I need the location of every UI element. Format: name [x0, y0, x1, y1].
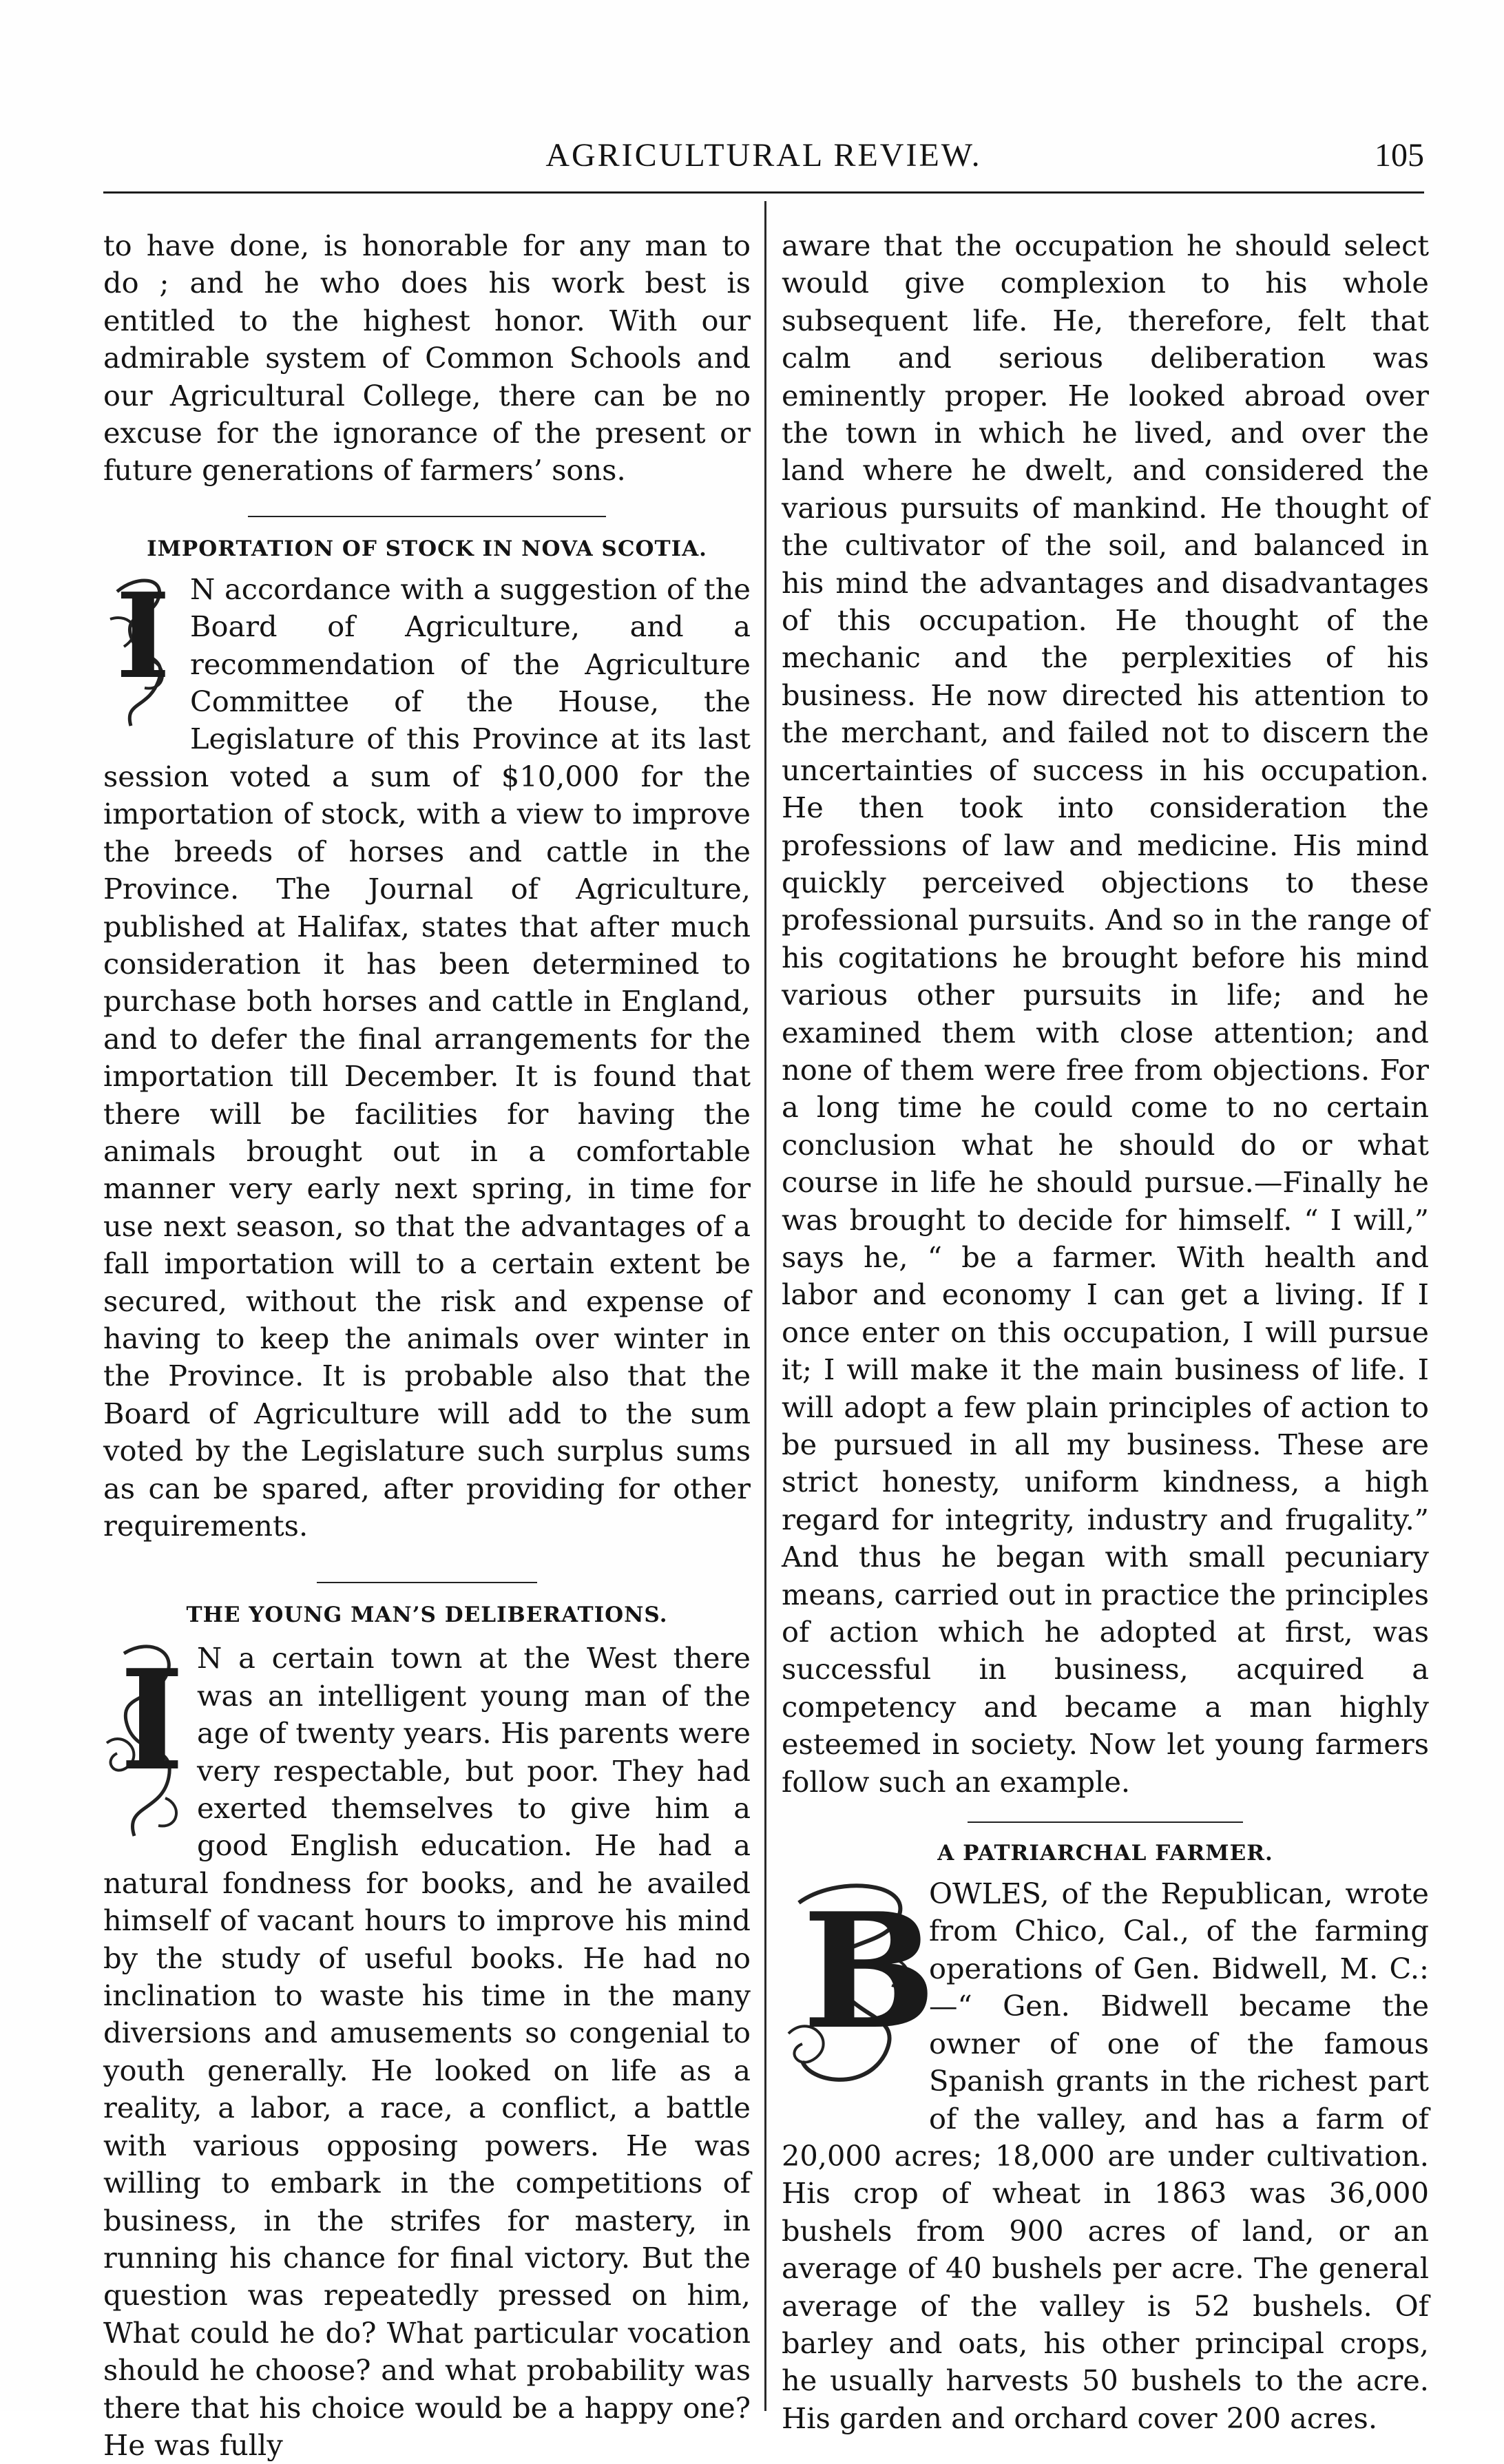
article-stock-body: N accordance with a suggestion of the Board of Agriculture, and a recommendation of the Agriculture Committee of the House, the Legislature of this Province at its last session voted a sum of $10,000 for the importation of stock, with a view to improve the breeds of horses and cattle in the Province. The Journal of Agriculture, published at Halifax, states that after much consideration it has been determined to purchase both horses and cattle in England, and to defer the final arrangements for the importation till December. It is found that there will be facilities for having the animals brought out in a comfortable manner very early next spring, in time for use next season, so that the advantages of a fall importation will to a certain extent be secured, without the risk and expense of having to keep the animals over winter in the Province. It is probable also that the Board of Agriculture will add to the sum voted by the Legislature such surplus sums as can be spared, after providing for other requirements.	[103, 572, 751, 1543]
running-title: AGRICULTURAL REVIEW.	[545, 137, 982, 174]
left-column	[103, 227, 751, 2464]
ornamental-drop-cap-i	[103, 567, 180, 738]
article-young-man-body: N a certain town at the West there was an intelligent young man of the age of twenty years. His parents were very respectable, but poor. They had exerted themselves to give him a good English education. He had a natural fondness for books, and he availed himself of vacant hours to improve his mind by the study of useful books. He had no inclination to waste his time in the many diversions and amusements so congenial to youth generally. He looked on life as a reality, a labor, a race, a conflict, a battle with various opposing powers. He was willing to embark in the competitions of business, in the strifes for mastery, in running his chance for final victory. But the question was repeatedly pressed on him, What could he do? What particular vocation should he choose? and what probability was there that his choice would be a happy one? He was fully	[103, 1641, 751, 2462]
right-column	[782, 227, 1429, 2437]
article-heading-patriarchal-farmer: A PATRIARCHAL FARMER.	[937, 1841, 1273, 1866]
page-number: 105	[1375, 137, 1424, 174]
drop-cap-letter: I	[116, 567, 171, 705]
column-divider	[764, 201, 766, 2411]
young-man-continuation: aware that the occupation he should select would give complexion to his whole subsequent life. He, therefore, felt that calm and serious deliberation was eminently proper. He looked abroad over the town in which he lived, and over the land where he dwelt, and considered the various pursuits of mankind. He thought of the cultivator of the soil, and balanced in his mind the advantages and disadvantages of this occupation. He thought of the mechanic and the perplexities of his business. He now directed his attention to the merchant, and failed not to discern the uncertainties of success in his occupation. He then took into consideration the professions of law and medicine. His mind quickly perceived objections to these professional pursuits. And so in the range of his cogitations he brought before his mind various other pursuits in life; and he examined them with close attention; and none of them were free from objections. For a long time he could come to no certain conclusion what he should do or what course in life he should pursue.—Finally he was brought to decide for himself. “ I will,” says he, “ be a farmer. With health and labor and economy I can get a living. If I once enter on this occupation, I will pursue it; I will make it the main business of life. I will adopt a few plain principles of action to be pursued in all my business. These are strict honesty, uniform kindness, a high regard for integrity, industry and frugality.” And thus he began with small pecuniary means, carried out in practice the principles of action which he adopted at first, was successful in business, acquired a competency and became a man highly esteemed in society. Now let young farmers follow such an example.	[782, 229, 1429, 1799]
article-patriarchal-farmer	[782, 1875, 1429, 2437]
running-head	[103, 136, 1424, 179]
article-stock	[103, 567, 751, 1545]
article-heading-young-man: THE YOUNG MAN’S DELIBERATIONS.	[186, 1602, 668, 1628]
article-heading-stock: IMPORTATION OF STOCK IN NOVA SCOTIA.	[147, 536, 707, 561]
section-separator	[317, 1582, 537, 1583]
ornamental-drop-cap-b	[782, 1875, 937, 2102]
intro-paragraph: to have done, is honorable for any man to do ; and he who does his work best is entitled to the highest honor. With our admirable system of Common Schools and our Agricultural College, there can be no excuse for the ignorance of the present or future generations of farmers’ sons.	[103, 229, 751, 488]
section-separator	[968, 1821, 1243, 1823]
drop-cap-letter: B	[802, 1879, 937, 2065]
article-young-man	[103, 1640, 751, 2464]
section-separator	[248, 516, 606, 517]
ornamental-drop-cap-i	[103, 1640, 187, 1846]
header-rule	[103, 191, 1424, 194]
drop-cap-letter: I	[120, 1640, 185, 1802]
article-patriarchal-farmer-body: OWLES, of the Republican, wrote from Chico, Cal., of the farming operations of Gen. Bidwell, M. C.:—“ Gen. Bidwell became the owner of one of the famous Spanish grants in the richest part of the valley, and has a farm of 20,000 acres; 18,000 are under cultivation. His crop of wheat in 1863 was 36,000 bushels from 900 acres of land, or an average of 40 bushels per acre. The general average of the valley is 52 bushels. Of barley and oats, his other principal crops, he usually harvests 50 bushels to the acre. His garden and orchard cover 200 acres.	[782, 1877, 1429, 2435]
